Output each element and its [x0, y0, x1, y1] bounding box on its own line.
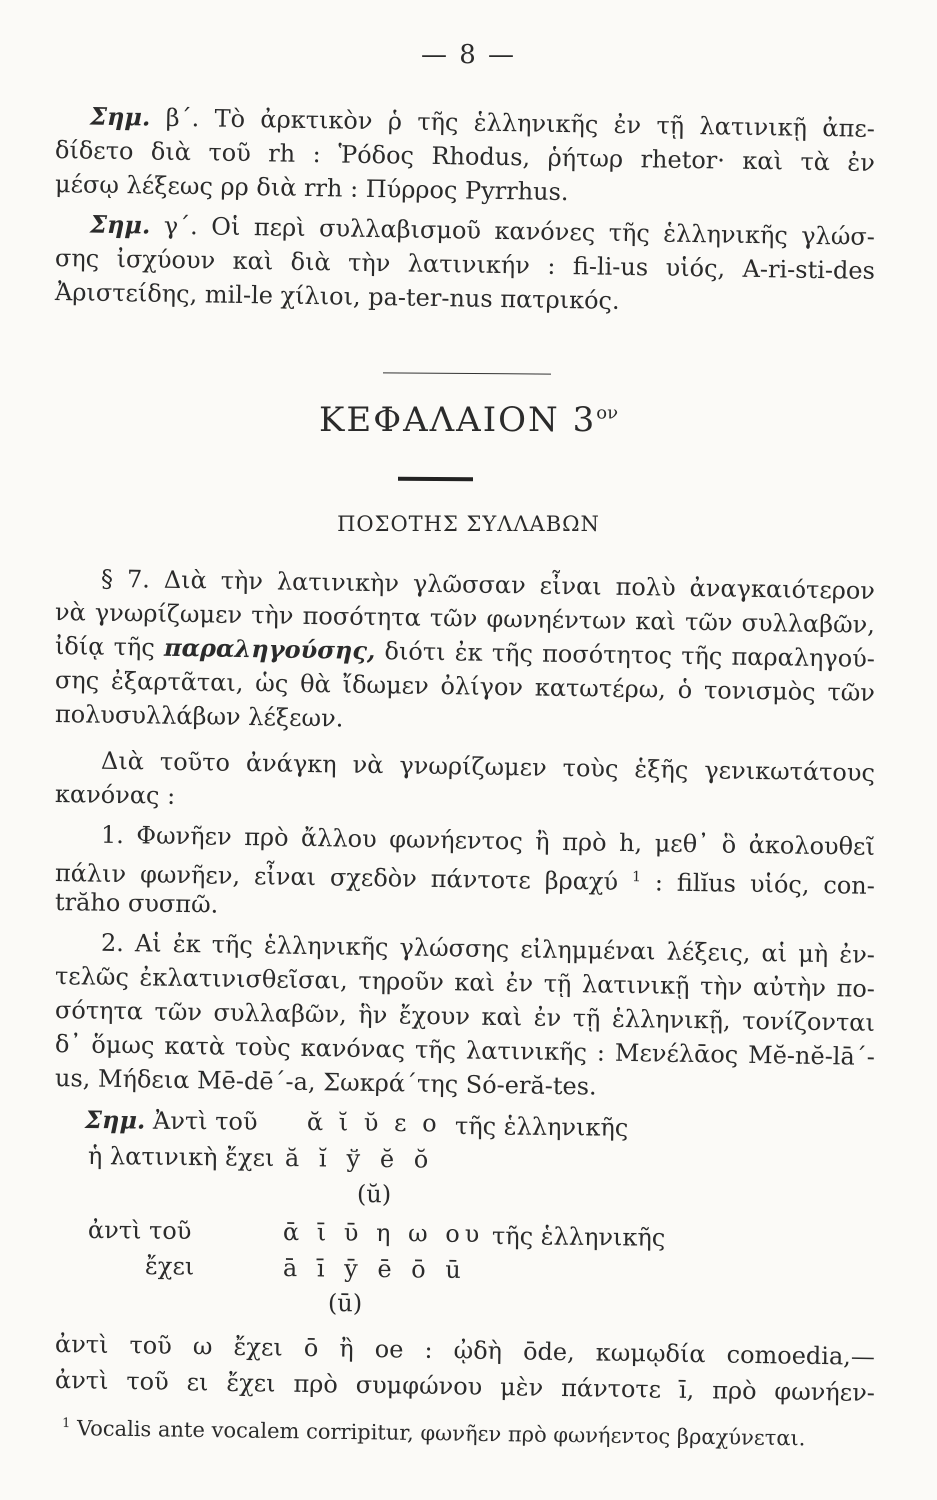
table-row3-left: ἀντὶ τοῦ [87, 1216, 192, 1246]
table-row1-right: τῆς ἑλληνικῆς [454, 1112, 629, 1142]
divider-rule [383, 372, 551, 374]
note-c-line-2: σης ἰσχύουν καὶ διὰ τὴν λατινικήν : fi-li-us υἱός, A-ri-sti-des [54, 244, 876, 285]
emphasized-term: παραληγούσης, [163, 632, 376, 666]
table-row4-vowels: ā ī ȳ ē ō ū [282, 1254, 467, 1284]
rule2-line-4: δ᾽ ὅμως κατὰ τοὺς κανόνας τῆς λατινικῆς : Μενέλᾱος Mĕ-nĕ-lā΄- [54, 1030, 876, 1071]
footnote: $^1$ Vocalis ante vocalem corripitur, φωνῆεν πρὸ φωνήεντος βραχύνεται. [61, 1416, 806, 1451]
table-row3-right: τῆς ἑλληνικῆς [491, 1222, 666, 1252]
rule1-line-2: πάλιν φωνῆεν, εἶναι σχεδὸν πάντοτε βραχύ $^1$ : filĭus υἱός, con- [54, 859, 876, 900]
closing-line-2: ἀντὶ τοῦ ει ἔχει πρὸ συμφώνου μὲν πάντοτε ī, πρὸ φωνήεν- [54, 1366, 876, 1407]
table-row2-vowels: ă ĭ ў ĕ ŏ [284, 1144, 435, 1174]
note-b-line-2: δίδετο διὰ τοῦ rh : Ῥόδος Rhodus, ῥήτωρ rhetor· καὶ τὰ ἐν [54, 136, 876, 177]
rule1-line-1: 1. Φωνῆεν πρὸ ἄλλου φωνήεντος ἢ πρὸ h, μεθ᾽ ὃ ἀκολουθεῖ [100, 820, 876, 861]
rule2-line-2: τελῶς ἐκλατινισθεῖσαι, τηροῦν καὶ ἐν τῇ λατινικῇ τὴν αὐτὴν πο- [54, 962, 876, 1003]
note-label: Σημ. [89, 209, 151, 240]
table-row1-vowels: ᾰ ῐ ῠ ε ο [306, 1108, 441, 1138]
note-b-line-3: μέσῳ λέξεως ρρ διὰ rrh : Πύρρος Pyrrhus. [54, 170, 569, 207]
section7-line-3: ἰδίᾳ τῆς παραληγούσης, διότι ἐκ τῆς ποσότητος τῆς παραληγού- [54, 632, 876, 673]
table-row2-left: ἡ λατινικὴ ἔχει [87, 1142, 275, 1172]
note-c-line-3: Ἀριστείδης, mil-le χίλιοι, pa-ter-nus πατρικός. [54, 278, 620, 315]
note-b-line-1: Σημ. β΄. Τὸ ἀρκτικὸν ῥ τῆς ἑλληνικῆς ἐν τῇ λατινικῇ ἀπε- [89, 101, 876, 143]
section7-line-5: πολυσυλλάβων λέξεων. [54, 700, 344, 733]
intro-line-1: Διὰ τοῦτο ἀνάγκη νὰ γνωρίζωμεν τοὺς ἑξῆς γενικωτάτους [100, 746, 876, 787]
footnote-mark: 1 [61, 1416, 71, 1432]
rule2-line-3: σότητα τῶν συλλαβῶν, ἣν ἔχουν καὶ ἐν τῇ ἑλληνικῇ, τονίζονται [54, 996, 876, 1037]
rule2-line-5: us, Μήδεια Mē-dē΄-a, Σωκρά΄της Só-eră-tes. [54, 1064, 597, 1101]
rule1-line-3: trăho συσπῶ. [54, 888, 219, 919]
table-row3-vowels: ᾱ ῑ ῡ η ω ου [282, 1218, 485, 1249]
table-row2-paren: (ŭ) [356, 1180, 392, 1209]
section7-line-1: § 7. Διὰ τὴν λατινικὴν γλῶσσαν εἶναι πολὺ ἀναγκαιότερον [100, 564, 876, 605]
table-row4-paren: (ū) [327, 1289, 363, 1318]
footnote-ref: 1 [631, 869, 642, 886]
section-subtitle: ΠΟΣΟΤΗΣ ΣΥΛΛΑΒΩΝ [337, 512, 600, 536]
rule2-line-1: 2. Αἱ ἐκ τῆς ἑλληνικῆς γλώσσης εἰλημμέναι λέξεις, αἱ μὴ ἐν- [100, 928, 876, 969]
table-row4-left: ἔχει [144, 1252, 195, 1281]
section7-line-2: νὰ γνωρίζωμεν τὴν ποσότητα τῶν φωνηέντων καὶ τῶν συλλαβῶν, [54, 598, 876, 639]
note-c-line-1: Σημ. γ΄. Οἱ περὶ συλλαβισμοῦ κανόνες τῆς ἑλληνικῆς γλώσ- [89, 209, 876, 251]
table-note-label: Σημ. Ἀντὶ τοῦ [84, 1105, 258, 1136]
chapter-heading: ΚΕΦΑΛΑΙΟΝ $3^{o\nu}$ [318, 400, 619, 440]
section7-line-4: σης ἐξαρτᾶται, ὡς θὰ ἴδωμεν ὀλίγον κατωτέρω, ὁ τονισμὸς τῶν [54, 666, 876, 707]
intro-line-2: κανόνας : [54, 780, 176, 810]
chapter-rule [398, 477, 473, 482]
page-number: — 8 — [420, 40, 517, 70]
closing-line-1: ἀντὶ τοῦ ω ἔχει ō ἢ oe : ᾠδὴ ōde, κωμῳδία comoedia,— [54, 1330, 876, 1371]
note-label: Σημ. [89, 101, 151, 132]
